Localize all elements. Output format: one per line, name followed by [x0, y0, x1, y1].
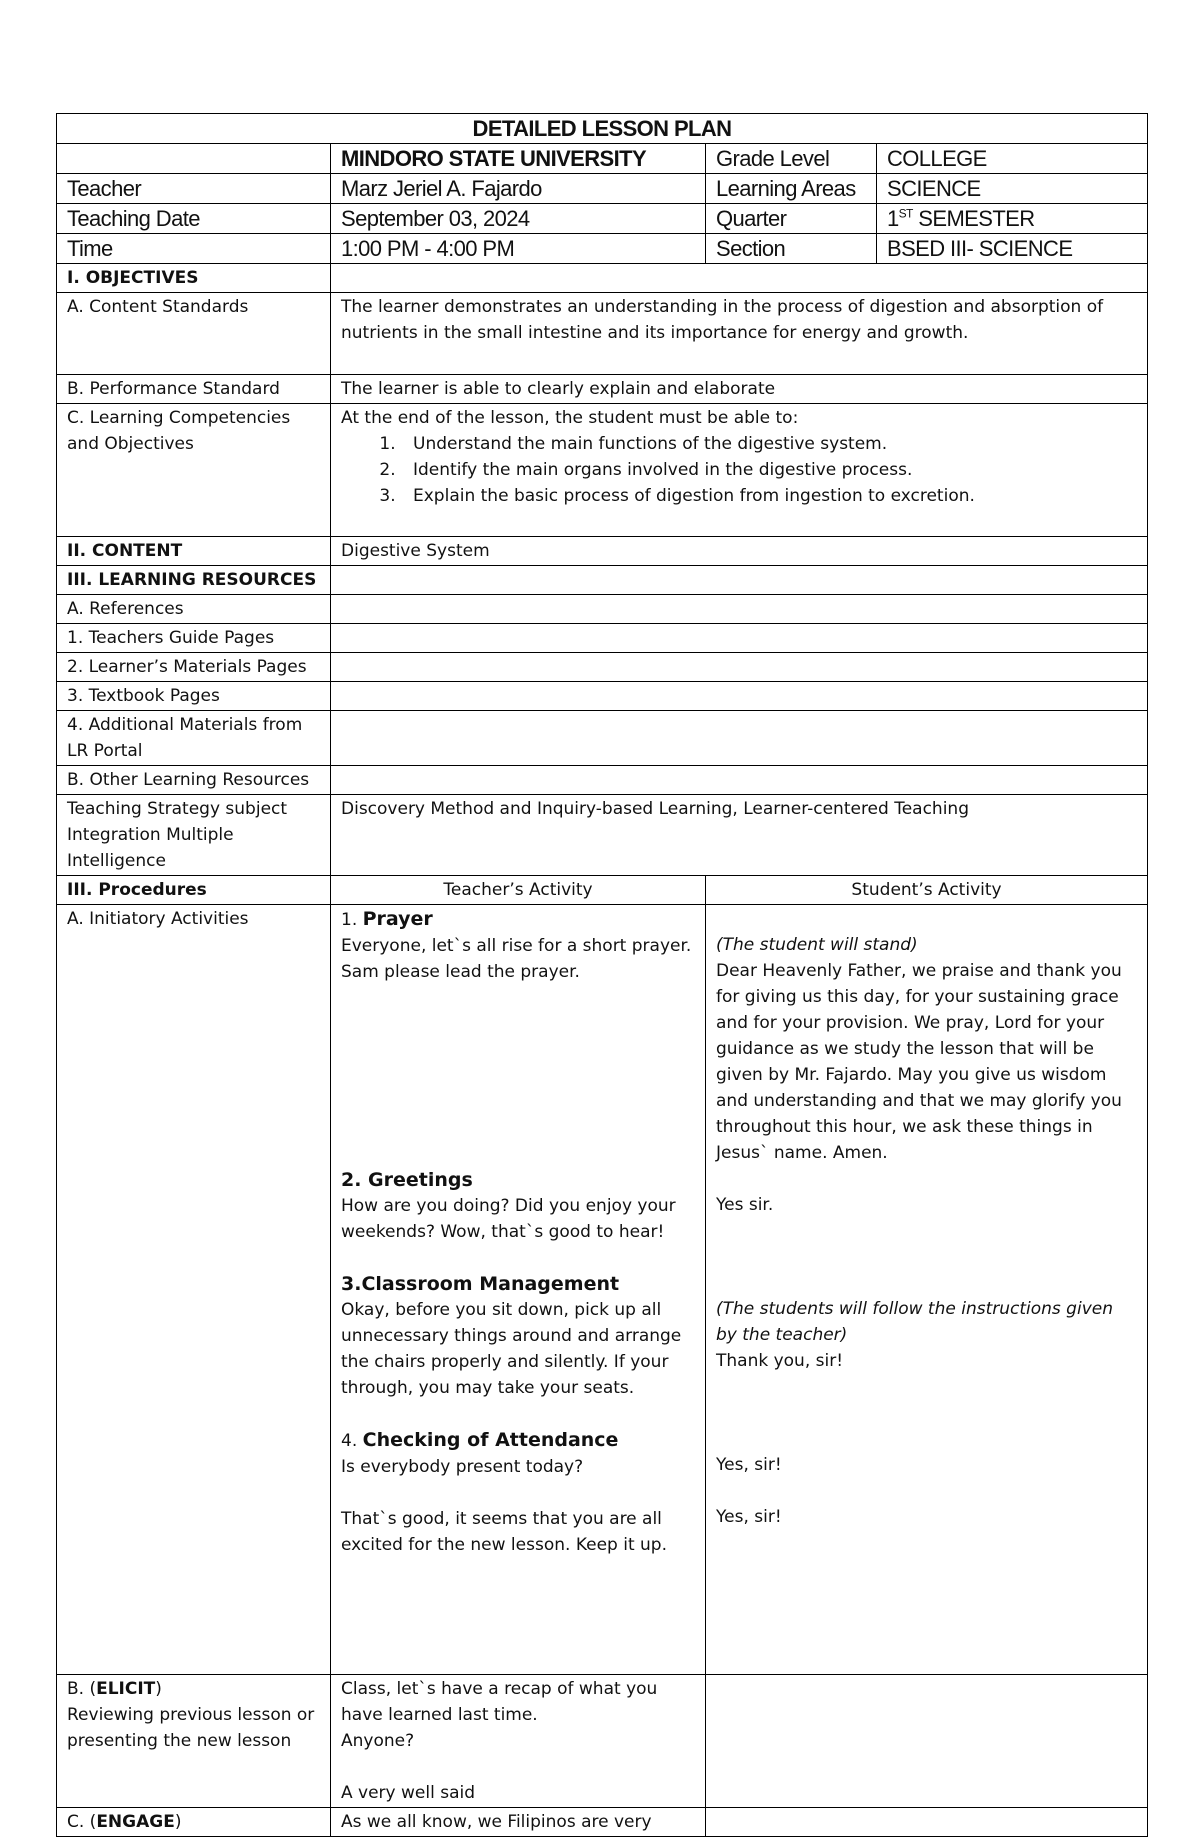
- resource-value: [331, 766, 1148, 795]
- resources-heading-row: [57, 566, 1148, 595]
- list-item: 2. Identify the main organs involved in the digestive process.: [401, 457, 1137, 483]
- attendance-title: 4. Checking of Attendance: [341, 1429, 619, 1451]
- attendance-student-text-2: Yes, sir!: [716, 1507, 782, 1527]
- resources-heading: III. LEARNING RESOURCES: [57, 566, 331, 595]
- learning-areas-value: SCIENCE: [877, 174, 1148, 204]
- quarter-term: SEMESTER: [912, 206, 1035, 231]
- objectives-heading-row: [57, 264, 1148, 293]
- lesson-plan-table: [56, 113, 1148, 1837]
- content-row: [57, 537, 1148, 566]
- resource-label: 3. Textbook Pages: [57, 682, 331, 711]
- greetings-title: 2. Greetings: [341, 1169, 473, 1191]
- classroom-student-note: (The students will follow the instructions given by the teacher): [716, 1299, 1113, 1345]
- attendance-student-text-1: Yes, sir!: [716, 1455, 782, 1475]
- competencies-value: [331, 404, 1148, 537]
- teacher-activity-header: Teacher’s Activity: [331, 876, 706, 905]
- resource-value: [331, 624, 1148, 653]
- resource-row: [57, 682, 1148, 711]
- resource-row: [57, 711, 1148, 766]
- list-item: 1. Understand the main functions of the digestive system.: [401, 431, 1137, 457]
- performance-standard-value: The learner is able to clearly explain and elaborate: [331, 375, 1148, 404]
- teaching-date-label: Teaching Date: [57, 204, 331, 234]
- school-name: MINDORO STATE UNIVERSITY: [331, 144, 706, 174]
- header-blank: [57, 144, 331, 174]
- engage-row: [57, 1808, 1148, 1837]
- resource-label: 1. Teachers Guide Pages: [57, 624, 331, 653]
- quarter-number: 1: [887, 206, 899, 231]
- quarter-ordinal: ST: [898, 206, 913, 221]
- quarter-label: Quarter: [706, 204, 877, 234]
- classroom-teacher-text: Okay, before you sit down, pick up all unnecessary things around and arrange the chairs properly and silently. If your through, you may take your seats.: [341, 1300, 682, 1398]
- learning-areas-label: Learning Areas: [706, 174, 877, 204]
- resource-label: 4. Additional Materials from LR Portal: [57, 711, 331, 766]
- list-item: 3. Explain the basic process of digestion from ingestion to excretion.: [401, 483, 1137, 509]
- resource-row: [57, 624, 1148, 653]
- initiatory-label: A. Initiatory Activities: [57, 905, 331, 1675]
- content-standards-row: [57, 293, 1148, 375]
- content-heading: II. CONTENT: [57, 537, 331, 566]
- classroom-student-text: Thank you, sir!: [716, 1351, 844, 1371]
- procedures-header-row: [57, 876, 1148, 905]
- header-row-date: [57, 204, 1148, 234]
- competencies-row: [57, 404, 1148, 537]
- performance-standard-row: [57, 375, 1148, 404]
- elicit-teacher: Class, let`s have a recap of what you have learned last time. Anyone? A very well said: [331, 1675, 706, 1808]
- resource-label: A. References: [57, 595, 331, 624]
- competencies-label: C. Learning Competencies and Objectives: [57, 404, 331, 537]
- teaching-date-value: September 03, 2024: [331, 204, 706, 234]
- procedures-heading: III. Procedures: [57, 876, 331, 905]
- title-row: [57, 114, 1148, 144]
- elicit-description: Reviewing previous lesson or presenting the new lesson: [67, 1705, 315, 1751]
- engage-label: C. (ENGAGE): [57, 1808, 331, 1837]
- prayer-title: 1. Prayer: [341, 908, 433, 930]
- prayer-student-text: Dear Heavenly Father, we praise and thank you for giving us this day, for your sustaining grace and for your provision. We pray, Lord for your guidance as we study the lesson that will be given by Mr. Fajardo. May you give us wisdom and understanding and that we may glorify you throughout this hour, we ask these things in Jesus` name. Amen.: [716, 961, 1122, 1163]
- resource-row: [57, 595, 1148, 624]
- resources-heading-blank: [331, 566, 1148, 595]
- engage-teacher: As we all know, we Filipinos are very: [331, 1808, 706, 1837]
- section-label: Section: [706, 234, 877, 264]
- initiatory-teacher: [331, 905, 706, 1675]
- greetings-teacher-text: How are you doing? Did you enjoy your weekends? Wow, that`s good to hear!: [341, 1196, 676, 1242]
- content-standards-label: A. Content Standards: [57, 293, 331, 375]
- section-value: BSED III- SCIENCE: [877, 234, 1148, 264]
- content-standards-value: The learner demonstrates an understanding in the process of digestion and absorption of nutrients in the small intestine and its importance for energy and growth.: [331, 293, 1148, 375]
- elicit-student: [706, 1675, 1148, 1808]
- resource-label: B. Other Learning Resources: [57, 766, 331, 795]
- performance-standard-label: B. Performance Standard: [57, 375, 331, 404]
- prayer-teacher-text: Everyone, let`s all rise for a short prayer. Sam please lead the prayer.: [341, 936, 692, 982]
- strategy-value: Discovery Method and Inquiry-based Learning, Learner-centered Teaching: [331, 795, 1148, 876]
- header-row-school: [57, 144, 1148, 174]
- header-row-time: [57, 234, 1148, 264]
- objectives-heading-blank: [331, 264, 1148, 293]
- resource-label: 2. Learner’s Materials Pages: [57, 653, 331, 682]
- time-label: Time: [57, 234, 331, 264]
- grade-level-label: Grade Level: [706, 144, 877, 174]
- header-row-teacher: [57, 174, 1148, 204]
- resource-row: [57, 653, 1148, 682]
- engage-student: [706, 1808, 1148, 1837]
- strategy-row: [57, 795, 1148, 876]
- time-value: 1:00 PM - 4:00 PM: [331, 234, 706, 264]
- objectives-heading: I. OBJECTIVES: [57, 264, 331, 293]
- quarter-value: [877, 204, 1148, 234]
- grade-level-value: COLLEGE: [877, 144, 1148, 174]
- content-value: Digestive System: [331, 537, 1148, 566]
- teacher-value: Marz Jeriel A. Fajardo: [331, 174, 706, 204]
- teacher-label: Teacher: [57, 174, 331, 204]
- resource-value: [331, 682, 1148, 711]
- resource-value: [331, 653, 1148, 682]
- classroom-title: 3.Classroom Management: [341, 1273, 620, 1295]
- strategy-label: Teaching Strategy subject Integration Multiple Intelligence: [57, 795, 331, 876]
- student-activity-header: Student’s Activity: [706, 876, 1148, 905]
- document-title: DETAILED LESSON PLAN: [57, 114, 1148, 144]
- resource-value: [331, 595, 1148, 624]
- initiatory-student: [706, 905, 1148, 1675]
- resource-row: [57, 766, 1148, 795]
- elicit-label: B. (ELICIT) Reviewing previous lesson or presenting the new lesson: [57, 1675, 331, 1808]
- elicit-row: [57, 1675, 1148, 1808]
- resource-value: [331, 711, 1148, 766]
- initiatory-row: [57, 905, 1148, 1675]
- attendance-teacher-text-1: Is everybody present today?: [341, 1457, 584, 1477]
- greetings-student-text: Yes sir.: [716, 1195, 774, 1215]
- prayer-student-note: (The student will stand): [716, 935, 918, 955]
- attendance-teacher-text-2: That`s good, it seems that you are all excited for the new lesson. Keep it up.: [341, 1509, 667, 1555]
- competencies-list: [341, 431, 1137, 509]
- competencies-intro: At the end of the lesson, the student must be able to:: [341, 408, 799, 428]
